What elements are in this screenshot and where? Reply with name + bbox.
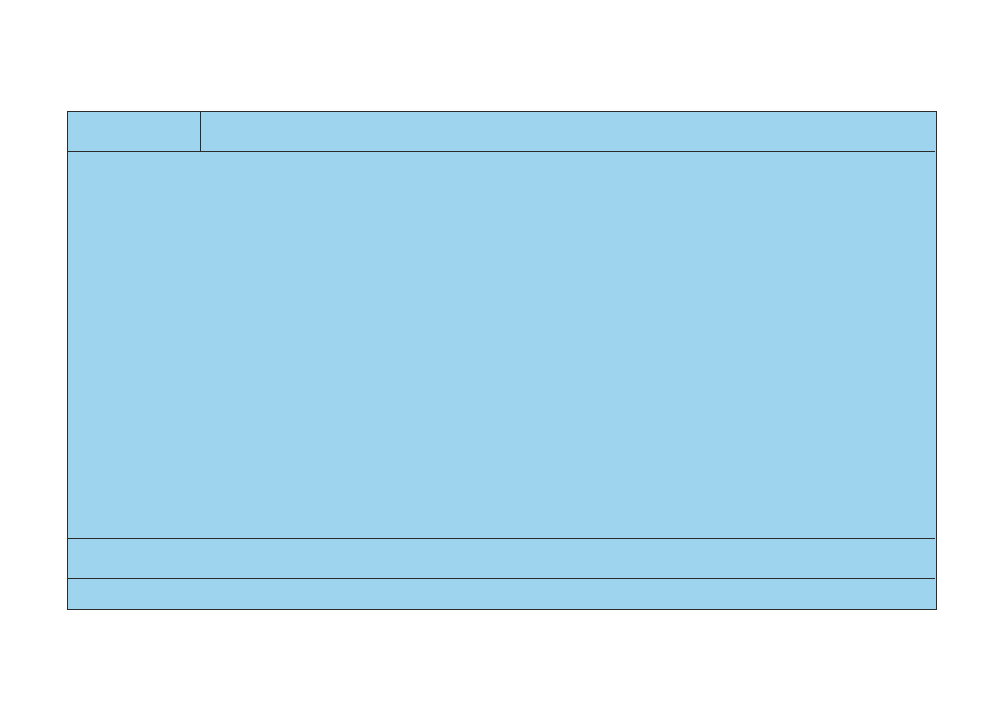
materials-header-row (68, 151, 935, 182)
service-text (86, 579, 927, 610)
fee-text (86, 539, 927, 578)
unit-label (68, 112, 201, 151)
materials-header (68, 152, 935, 182)
unit-row (68, 112, 935, 151)
unit-value (201, 112, 935, 151)
service-row (68, 578, 935, 610)
registration-table (67, 111, 937, 610)
fee-row (68, 538, 935, 578)
